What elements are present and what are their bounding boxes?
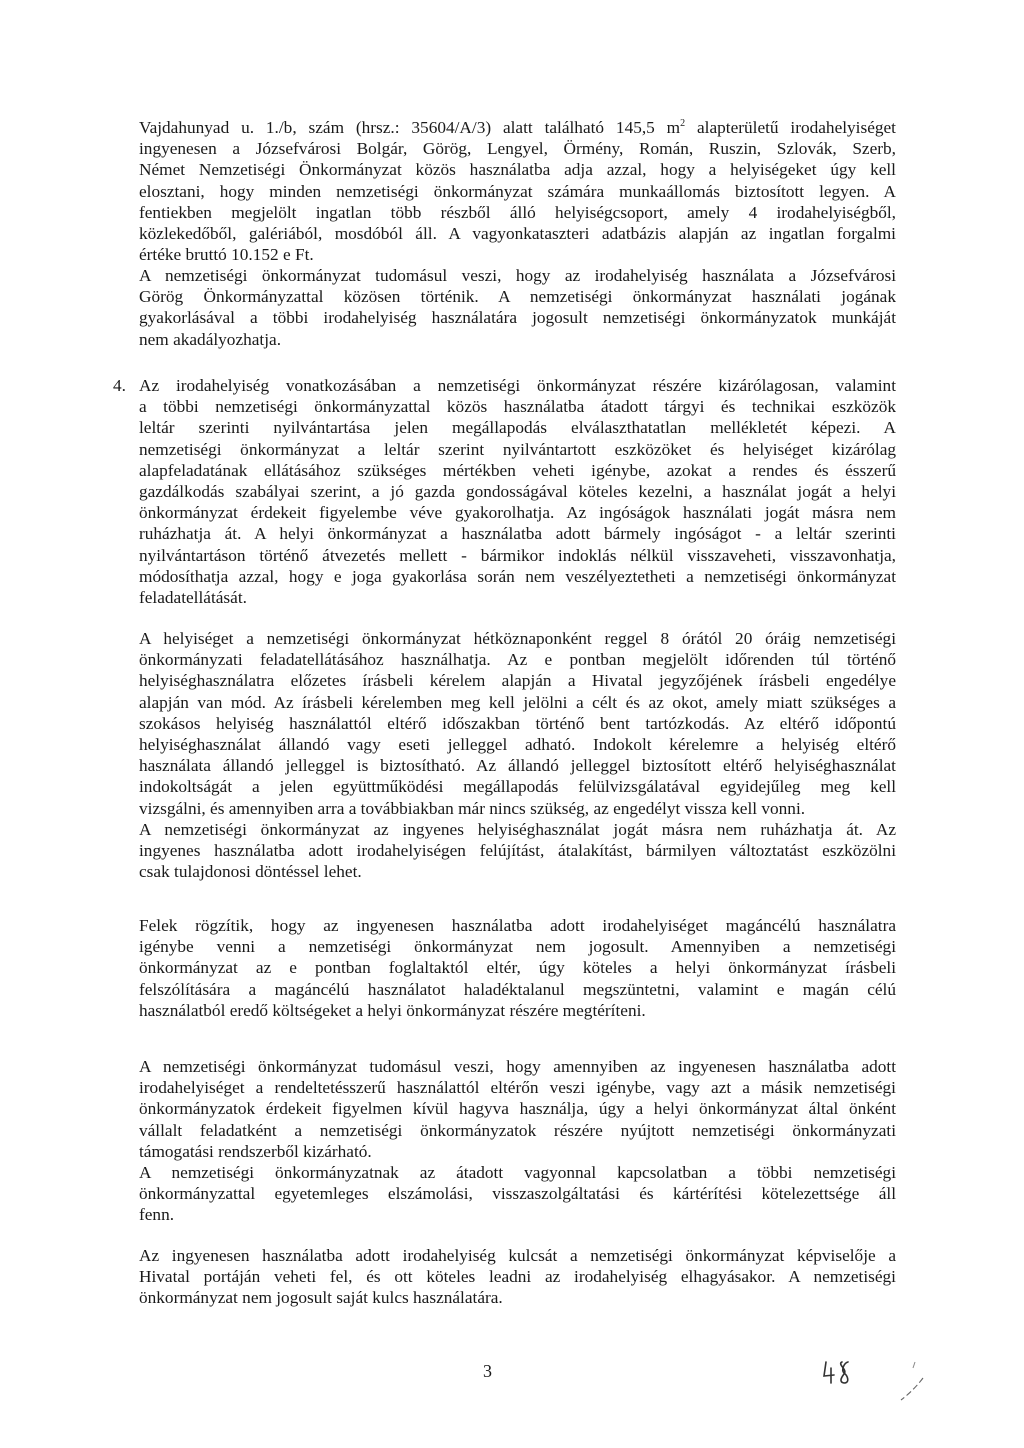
text-line: elosztani, hogy minden nemzetiségi önkormányzat számára munkaállomás biztosított legyen. A <box>139 181 896 201</box>
paragraph-8 <box>139 1162 896 1226</box>
paragraph-6 <box>139 915 896 1021</box>
text-line: ruházhatja át. A helyi önkormányzat a használatba adott bármely ingóságot - a leltár szerinti <box>139 524 896 544</box>
text-line: fentiekben megjelölt ingatlan több részből álló helyiségcsoport, amely 4 irodahelyiségből, <box>139 202 896 222</box>
text-line: önkormányzattal egyetemleges elszámolási, visszaszolgáltatási és kártérítési kötelezettsége áll <box>139 1184 896 1204</box>
text-line: nemzetiségi önkormányzat a leltár szerint nyilvántartott eszközöket és helyiséget kizárólag <box>139 439 896 459</box>
text-line: Görög Önkormányzattal közösen történik. A nemzetiségi önkormányzat használati jogának <box>139 287 896 307</box>
pen-stroke-icon <box>895 1360 935 1405</box>
text-line: A nemzetiségi önkormányzat tudomásul veszi, hogy az irodahelyiség használata a Józsefvárosi <box>139 266 896 285</box>
text-line: értéke bruttó 10.152 e Ft. <box>139 245 314 265</box>
paragraph-3 <box>139 375 896 608</box>
text-line: csak tulajdonosi döntéssel lehet. <box>139 862 362 882</box>
text-line: Felek rögzítik, hogy az ingyenesen használatba adott irodahelyiséget magáncélú használatra <box>139 916 896 935</box>
text-line: leltár szerinti nyilvántartása jelen megállapodás elválaszthatatlan mellékletét képezi. A <box>139 418 896 438</box>
text-line: indokoltságát a jelen együttműködési megállapodás felülvizsgálatával egyidejűleg meg kell <box>139 777 896 797</box>
paragraph-5 <box>139 819 896 883</box>
paragraph-7 <box>139 1056 896 1162</box>
paragraph-4 <box>139 628 896 819</box>
text-line: alapfeladatának ellátásához szükséges mértékben veheti igénybe, azokat a rendes és ésszerű <box>139 460 896 480</box>
text-line: A nemzetiségi önkormányzat tudomásul veszi, hogy amennyiben az ingyenesen használatba adott <box>139 1057 896 1076</box>
handwriting-icon <box>820 1356 856 1386</box>
text-line: vizsgálni, és amennyiben arra a továbbiakban már nincs szükség, az engedélyt vissza kell vonni. <box>139 798 806 818</box>
text-line: helyiséghasználat állandó vagy eseti jelleggel adható. Indokolt kérelemre a helyiség eltérő <box>139 735 896 755</box>
handwritten-page-mark <box>820 1356 856 1391</box>
text-line: felszólítására a magáncélú használatot haladéktalanul megszüntetni, valamint e magán célú <box>139 979 896 999</box>
text-line: Az irodahelyiség vonatkozásában a nemzetiségi önkormányzat részére kizárólagosan, valamint <box>139 376 896 395</box>
text-line: fenn. <box>139 1205 175 1225</box>
text-line: közlekedőből, galériából, mosdóból áll. A vagyonkataszteri adatbázis alapján az ingatlan forgalmi <box>139 224 896 244</box>
text-line: Hivatal portáján veheti fel, és ott köteles leadni az irodahelyiség elhagyásakor. A nemzetiségi <box>139 1267 896 1287</box>
pen-mark <box>895 1360 935 1410</box>
text-line: ingyenesen a Józsefvárosi Bolgár, Görög, Lengyel, Örmény, Román, Ruszin, Szlovák, Szerb, <box>139 139 896 159</box>
text-line: vállalt feladatként a nemzetiségi önkormányzatok részére nyújtott nemzetiségi önkormányzati <box>139 1120 896 1140</box>
paragraph-2 <box>139 265 896 350</box>
text-line: önkormányzati feladatellátásához használhatja. Az e pontban megjelölt időrenden túl történő <box>139 650 896 670</box>
text-line: gazdálkodás szabályai szerint, a jó gazda gondosságával köteles kezelni, a használat jogát a helyi <box>139 482 896 502</box>
text-line: használatból eredő költségeket a helyi önkormányzat részére megtéríteni. <box>139 1000 646 1020</box>
text-line: Német Nemzetiségi Önkormányzat közös használatba adja azzal, hogy a helyiségeket úgy kell <box>139 160 896 180</box>
section-number: 4. <box>113 376 126 395</box>
text-line: nem akadályozhatja. <box>139 329 282 349</box>
page-number: 3 <box>483 1361 492 1381</box>
text-line: gyakorlásával a többi irodahelyiség használatára jogosult nemzetiségi önkormányzatok munkáját <box>139 308 896 328</box>
text-line: támogatási rendszerből kizárható. <box>139 1141 372 1161</box>
text-line: alapján van mód. Az írásbeli kérelemben meg kell jelölni a célt és az okot, amely miatt szükséges a <box>139 692 896 712</box>
text-line: A nemzetiségi önkormányzat az ingyenes helyiséghasználat jogát másra nem ruházhatja át. Az <box>139 820 896 839</box>
text-line: önkormányzat az e pontban foglaltaktól eltér, úgy köteles a helyi önkormányzat írásbeli <box>139 958 896 978</box>
text-line: igénybe venni a nemzetiségi önkormányzat nem jogosult. Amennyiben a nemzetiségi <box>139 937 896 957</box>
text-line: Vajdahunyad u. 1./b, szám (hrsz.: 35604/A/3) alatt található 145,5 $m^2$ alapterületű irodahelyiséget <box>139 118 896 137</box>
text-line: szokásos helyiség használattól eltérő időszakban történő bent tartózkodás. Az eltérő időpontú <box>139 713 896 733</box>
text-line: módosíthatja azzal, hogy e joga gyakorlása során nem veszélyeztetheti a nemzetiségi önkormányzat <box>139 566 896 586</box>
text-line: használata állandó jelleggel is biztosítható. Az állandó jelleggel biztosított eltérő helyiséghasználat <box>139 756 896 776</box>
text-line: önkormányzatok érdekeit figyelmen kívül hagyva használja, úgy a helyi önkormányzat által önként <box>139 1099 896 1119</box>
text-line: A helyiséget a nemzetiségi önkormányzat hétköznaponként reggel 8 órától 20 óráig nemzetiségi <box>139 629 896 648</box>
paragraph-9 <box>139 1245 896 1309</box>
text-line: önkormányzat nem jogosult saját kulcs használatára. <box>139 1288 503 1308</box>
text-line: feladatellátását. <box>139 588 247 608</box>
text-line: ingyenes használatba adott irodahelyiségen felújítást, átalakítást, bármilyen változtatást eszközölni <box>139 841 896 861</box>
text-line: irodahelyiséget a rendeltetésszerű használattól eltérőn veszi igénybe, vagy azt a másik nemzetiségi <box>139 1078 896 1098</box>
text-line: önkormányzat érdekeit figyelembe véve gyakorolhatja. Az ingóságok használati jogát másra nem <box>139 503 896 523</box>
paragraph-1 <box>139 117 896 265</box>
text-line: a többi nemzetiségi önkormányzattal közös használatba átadott tárgyi és technikai eszközök <box>139 397 896 417</box>
text-line: helyiséghasználatra előzetes írásbeli kérelem alapján a Hivatal jegyzőjének írásbeli engedélye <box>139 671 896 691</box>
text-line: A nemzetiségi önkormányzatnak az átadott vagyonnal kapcsolatban a többi nemzetiségi <box>139 1163 896 1182</box>
text-line: nyilvántartáson történő átvezetés mellett - bármikor indoklás nélkül visszaveheti, visszavonhatja, <box>139 545 896 565</box>
text-line: Az ingyenesen használatba adott irodahelyiség kulcsát a nemzetiségi önkormányzat képviselője a <box>139 1246 896 1265</box>
superscript: 2 <box>680 118 686 129</box>
